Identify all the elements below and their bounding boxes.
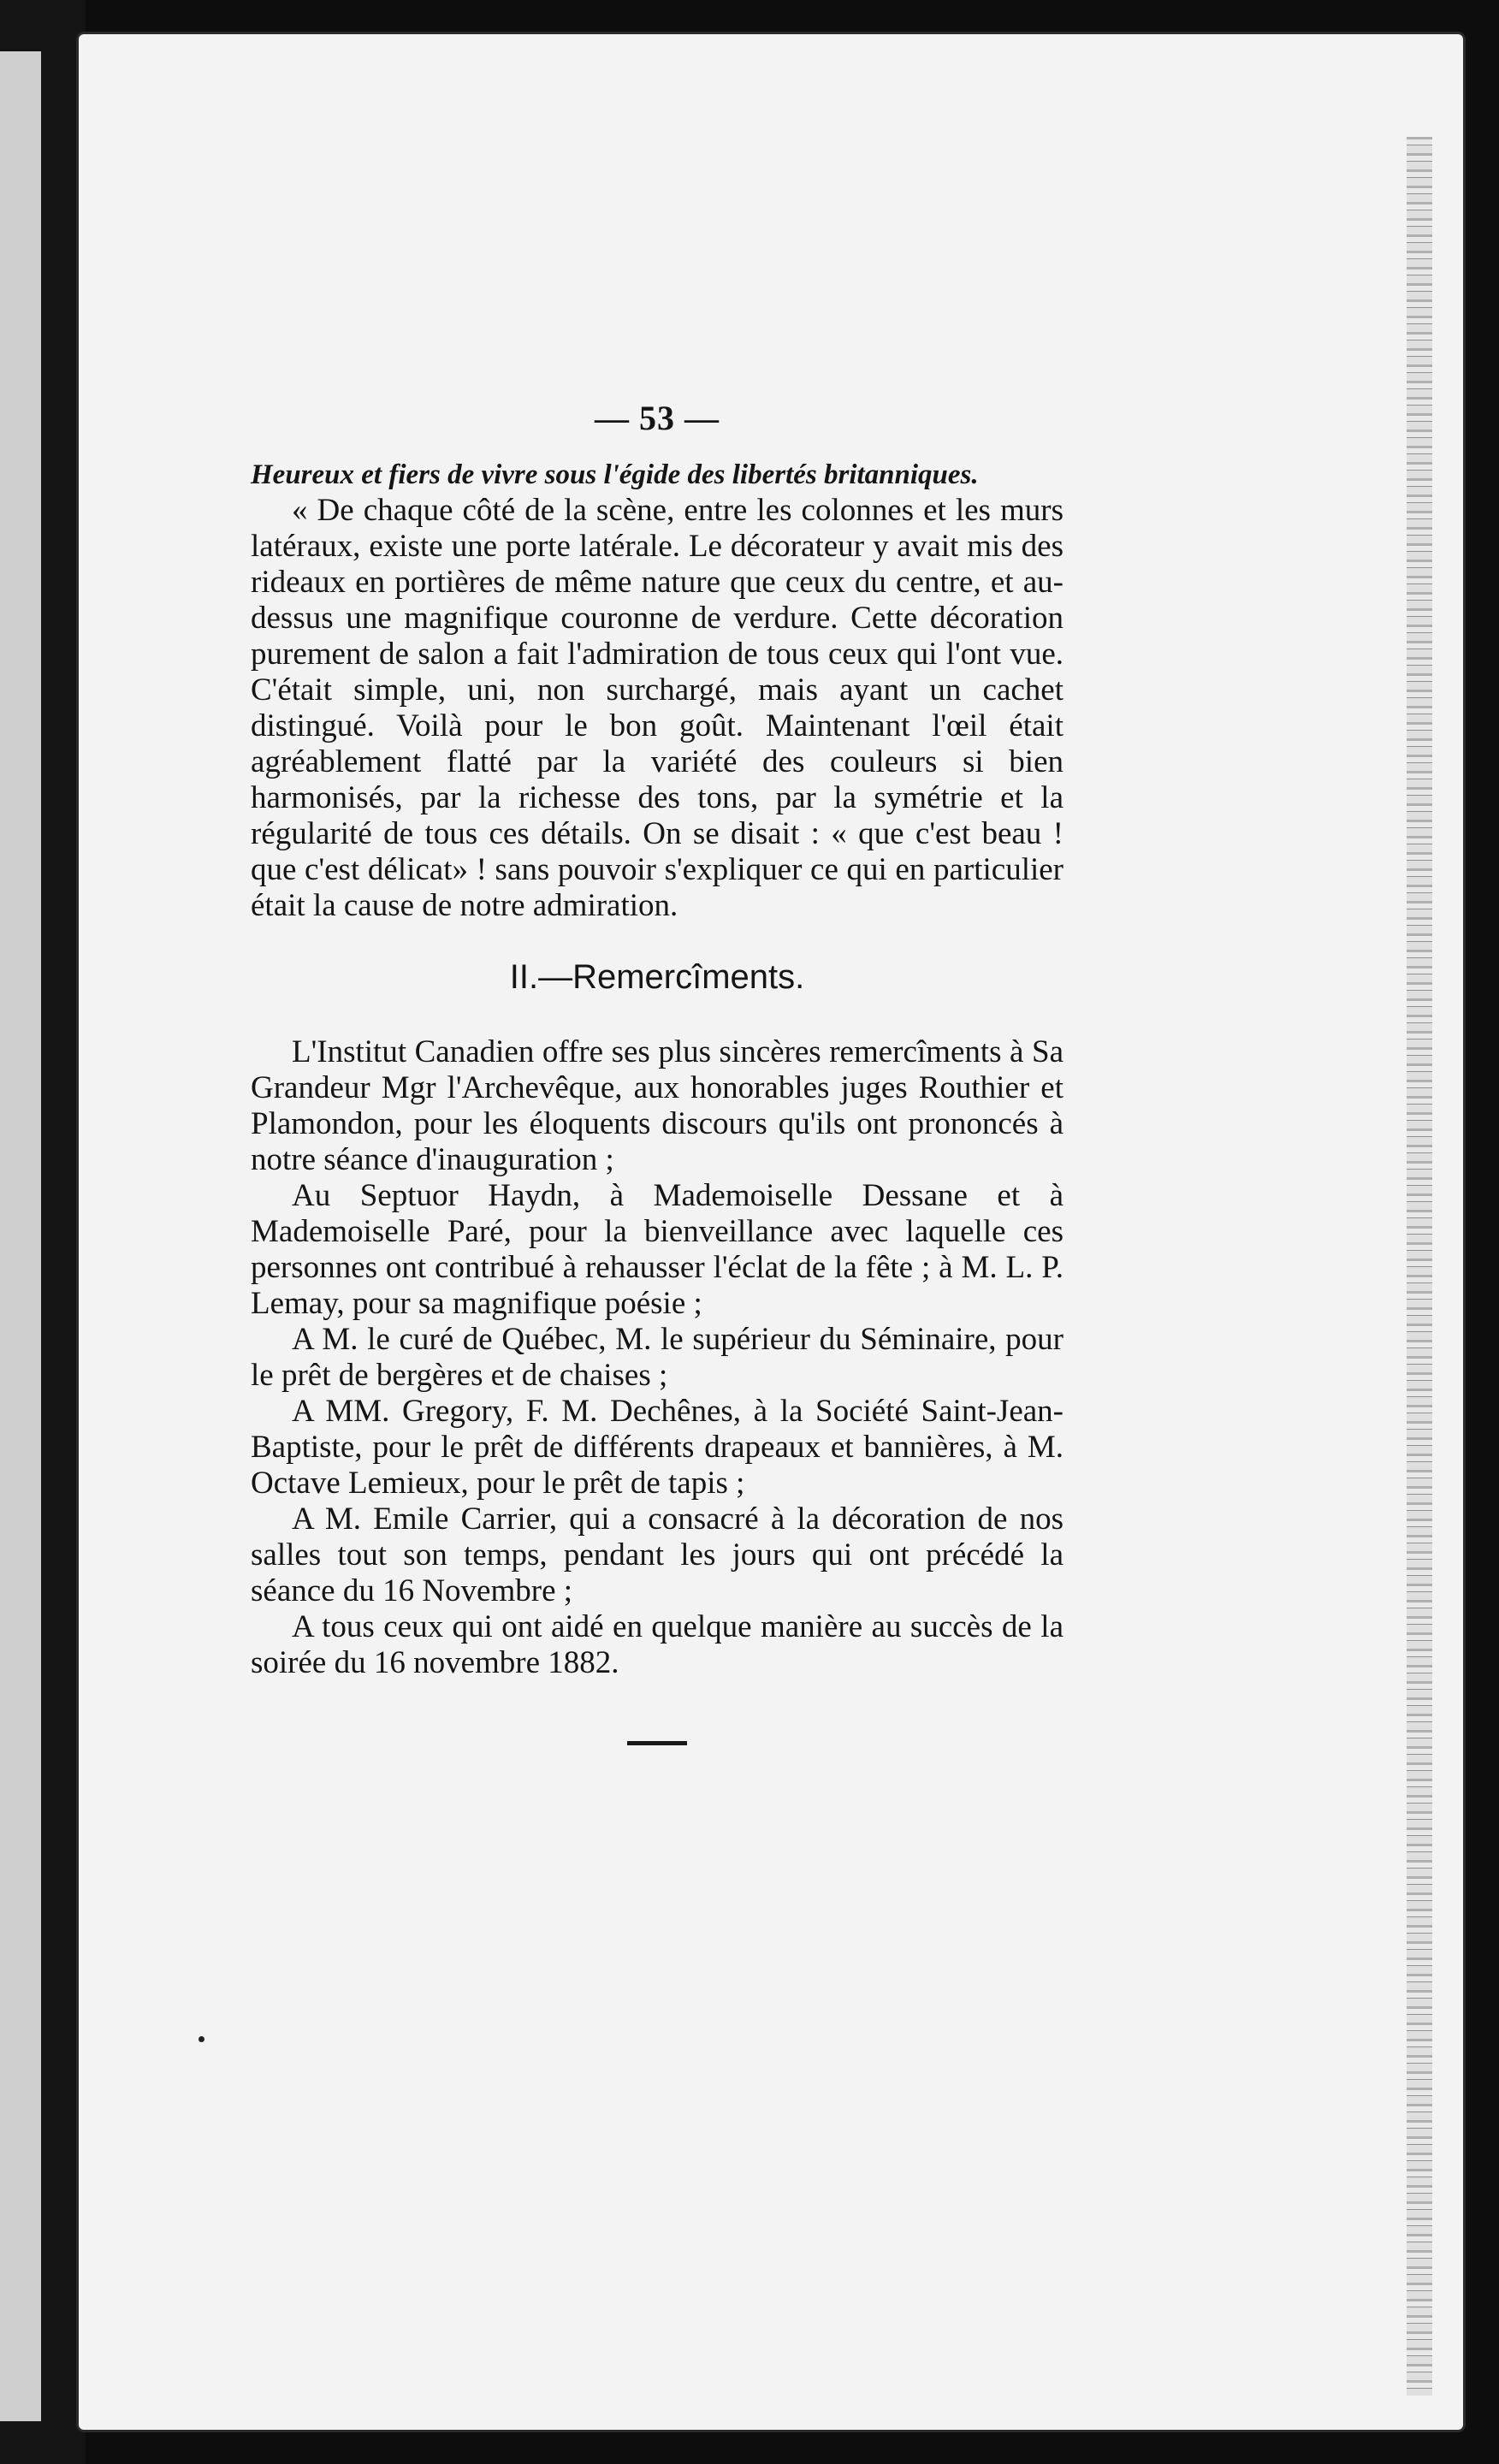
- thanks-paragraph: A MM. Gregory, F. M. Dechênes, à la Société Saint-Jean-Baptiste, pour le prêt de différents drapeaux et bannières, à M. Octave Lemieux, pour le prêt de tapis ;: [251, 1394, 1064, 1501]
- thanks-paragraph: A M. Emile Carrier, qui a consacré à la décoration de nos salles tout son temps, pendant les jours qui ont précédé la séance du 16 Novembre ;: [251, 1502, 1064, 1608]
- thanks-paragraph: A tous ceux qui ont aidé en quelque manière au succès de la soirée du 16 novembre 1882.: [251, 1609, 1064, 1680]
- page-number: — 53 —: [595, 399, 720, 437]
- facing-page-edge: [0, 51, 41, 2421]
- thanks-paragraph: Au Septuor Haydn, à Mademoiselle Dessane et à Mademoiselle Paré, pour la bienveillance avec laquelle ces personnes ont contribué à rehausser l'éclat de la fête ; à M. L. P. Lemay, pour sa magnifique poésie ;: [251, 1178, 1064, 1321]
- page-stack-edge: [1407, 137, 1432, 2396]
- thanks-paragraph: L'Institut Canadien offre ses plus sincères remercîments à Sa Grandeur Mgr l'Archevêque, aux honorables juges Routhier et Plamondon, pour les éloquents discours qu'ils ont prononcés à notre séance d'inauguration ;: [251, 1034, 1064, 1177]
- closing-rule: [627, 1741, 687, 1745]
- decoration-paragraph: « De chaque côté de la scène, entre les colonnes et les murs latéraux, existe une porte latérale. Le décorateur y avait mis des rideaux en portières de même nature que ceux du centre, et au-dessus une magnifique couronne de verdure. Cette décoration purement de salon a fait l'admiration de tous ceux qui l'ont vue. C'était simple, uni, non surchargé, mais ayant un cachet distingué. Voilà pour le bon goût. Maintenant l'œil était agréablement flatté par la variété des couleurs si bien harmonisés, par la richesse des tons, par la symétrie et la régularité de tous ces détails. On se disait : « que c'est beau ! que c'est délicat» ! sans pouvoir s'expliquer ce qui en particulier était la cause de notre admiration.: [251, 493, 1064, 923]
- ink-speck: [198, 2036, 204, 2042]
- thanks-paragraph: A M. le curé de Québec, M. le supérieur du Séminaire, pour le prêt de bergères et de chaises ;: [251, 1322, 1064, 1393]
- intro-line: Heureux et fiers de vivre sous l'égide des libertés britanniques.: [251, 459, 979, 490]
- section-heading: II.—Remercîments.: [509, 958, 805, 996]
- page-text: [251, 398, 1064, 1745]
